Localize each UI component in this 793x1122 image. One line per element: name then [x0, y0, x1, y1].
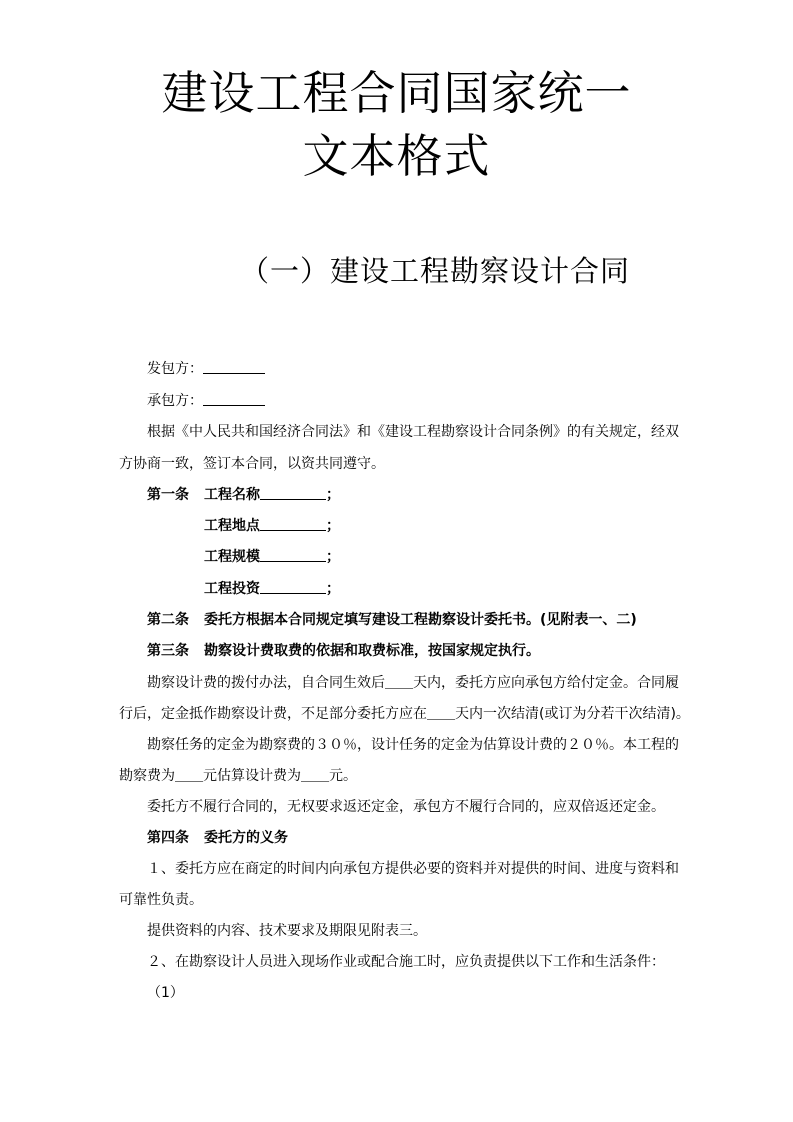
contractor-label: 承包方： [147, 393, 203, 409]
project-name-label: 工程名称 [204, 487, 260, 503]
client-label: 发包方： [147, 361, 203, 377]
article3-p1-line-1: 勘察设计费的拨付办法，自合同生效后＿＿天内，委托方应向承包方给付定金。合同履 [147, 675, 679, 691]
article4-p1-line-1: １、委托方应在商定的时间内向承包方提供必要的资料并对提供的时间、进度与资料和 [147, 861, 679, 877]
article4-p1-line-2: 可靠性负责。 [119, 892, 203, 908]
article1-item-name [204, 484, 340, 506]
contractor-line [147, 390, 265, 412]
article3-heading: 第三条 [147, 643, 189, 659]
intro-line-1: 根据《中人民共和国经济合同法》和《建设工程勘察设计合同条例》的有关规定，经双 [147, 424, 679, 440]
project-investment-label: 工程投资 [204, 581, 260, 597]
article3-text: 勘察设计费取费的依据和取费标准，按国家规定执行。 [204, 643, 540, 659]
project-investment-blank[interactable] [260, 579, 326, 594]
article4-title: 委托方的义务 [204, 830, 288, 846]
contractor-blank[interactable] [203, 391, 265, 406]
document-title-line-2: 文本格式 [302, 129, 491, 183]
article3-p2-line-1: 勘察任务的定金为勘察费的３０％，设计任务的定金为估算设计费的２０％。本工程的 [147, 737, 679, 753]
article1-item-investment [204, 578, 340, 600]
article1-item-scale [204, 546, 340, 568]
project-scale-suffix: ； [326, 549, 340, 565]
article4-p2: 提供资料的内容、技术要求及期限见附表三。 [147, 923, 427, 939]
project-scale-label: 工程规模 [204, 549, 260, 565]
project-location-blank[interactable] [260, 516, 326, 531]
article3-p3: 委托方不履行合同的，无权要求返还定金，承包方不履行合同的，应双倍返还定金。 [147, 799, 665, 815]
project-scale-blank[interactable] [260, 547, 326, 562]
project-location-suffix: ； [326, 518, 340, 534]
document-title-line-1: 建设工程合同国家统一 [161, 66, 632, 120]
article2-heading: 第二条 [147, 612, 189, 628]
article1-item-location [204, 515, 340, 537]
client-blank[interactable] [203, 359, 265, 374]
article1-heading: 第一条 [147, 487, 189, 503]
article2-text: 委托方根据本合同规定填写建设工程勘察设计委托书。(见附表一、二) [204, 612, 637, 628]
project-name-blank[interactable] [260, 485, 326, 500]
article4-p3: ２、在勘察设计人员进入现场作业或配合施工时，应负责提供以下工作和生活条件： [147, 954, 665, 970]
project-investment-suffix: ； [326, 581, 340, 597]
contract-subtitle: （一）建设工程勘察设计合同 [240, 254, 631, 288]
intro-line-2: 方协商一致，签订本合同，以资共同遵守。 [119, 456, 385, 472]
client-line [147, 358, 265, 380]
article4-p4: （1） [147, 985, 184, 1001]
project-location-label: 工程地点 [204, 518, 260, 534]
article3-p1-line-2: 行后，定金抵作勘察设计费，不足部分委托方应在＿＿天内一次结清(或订为分若干次结清)。 [119, 706, 690, 722]
project-name-suffix: ； [326, 487, 340, 503]
article3-p2-line-2: 勘察费为＿＿元估算设计费为＿＿元。 [119, 768, 357, 784]
article4-heading: 第四条 [147, 830, 189, 846]
